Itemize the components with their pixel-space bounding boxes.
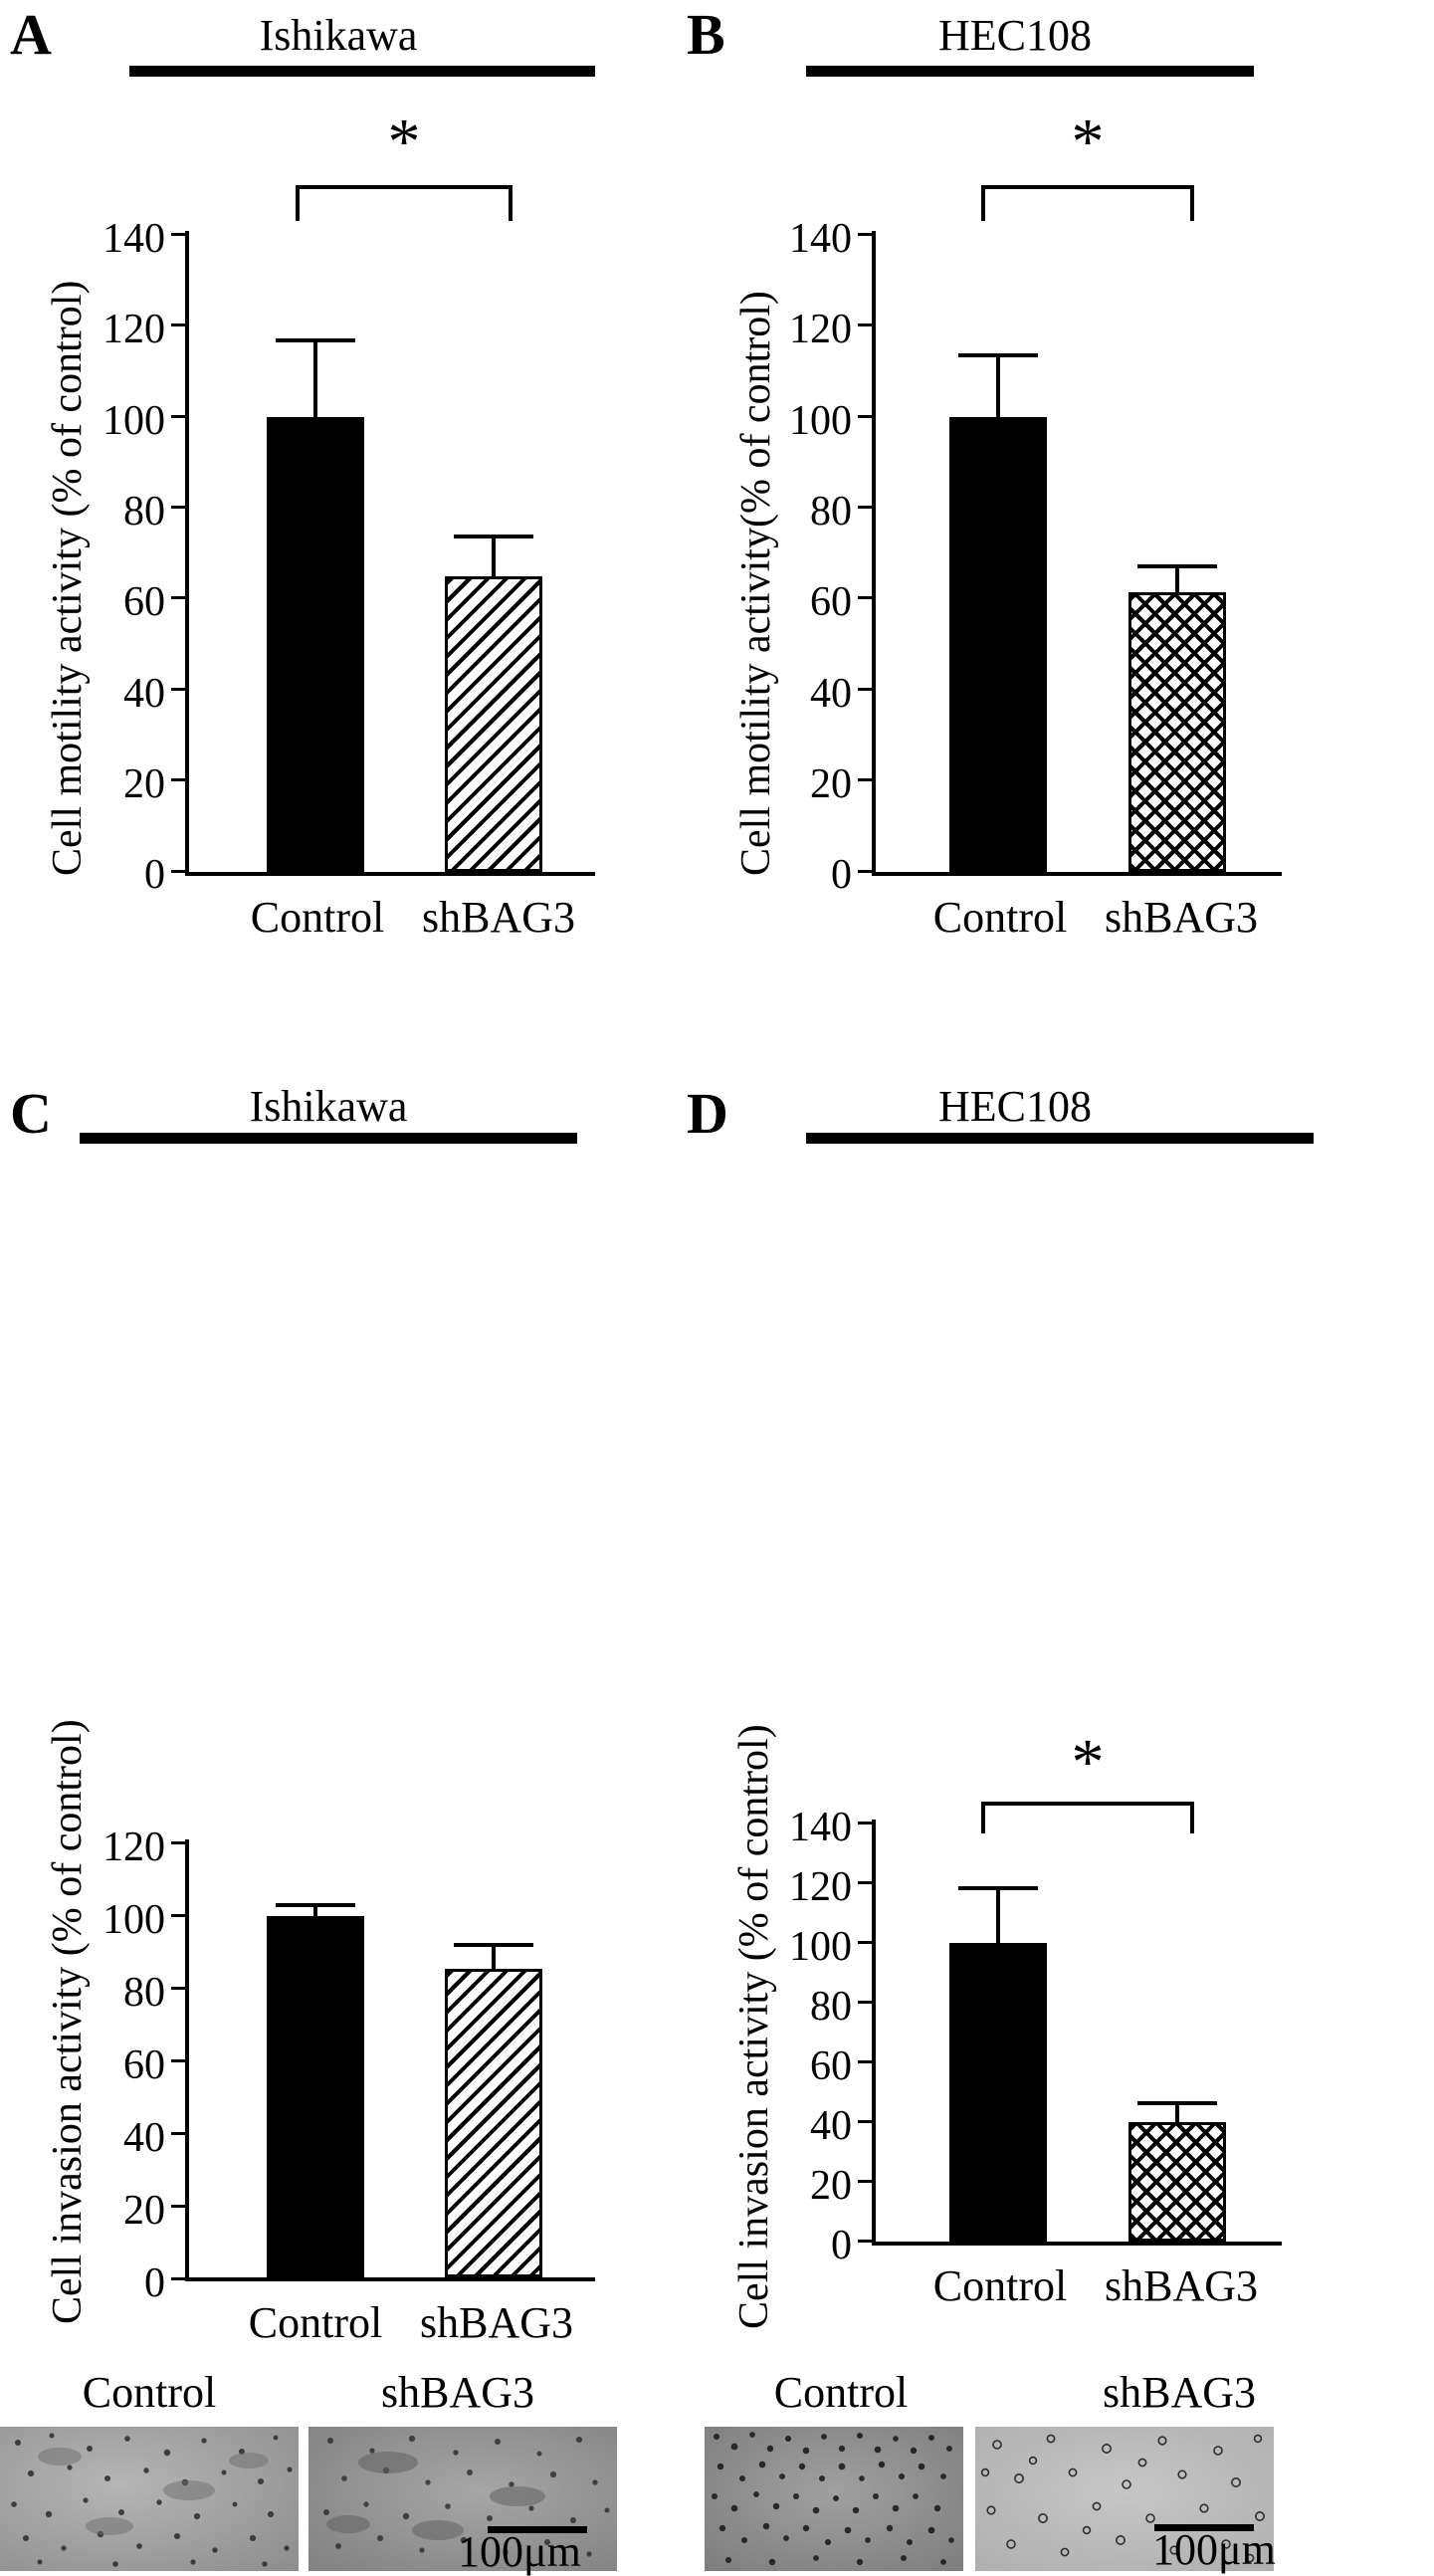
micrograph-label-left-shbag3: shBAG3 bbox=[380, 2368, 535, 2417]
panel-c-ytick-100: 100 bbox=[102, 1897, 165, 1943]
panel-d-ytick-120: 120 bbox=[789, 1864, 852, 1910]
panel-d-ytick-140: 140 bbox=[789, 1805, 852, 1850]
panel-b-tick-40 bbox=[858, 688, 872, 691]
panel-c-ytick-80: 80 bbox=[123, 1970, 165, 2016]
panel-a-significance-star: * bbox=[387, 106, 421, 178]
panel-b-ytick-120: 120 bbox=[789, 307, 852, 352]
scale-label-right: 100μm bbox=[1152, 2525, 1276, 2574]
panel-c-xtick-shbag3: shBAG3 bbox=[419, 2298, 574, 2347]
panel-a-ytick-100: 100 bbox=[102, 398, 165, 444]
panel-a-ytick-20: 20 bbox=[123, 761, 165, 807]
panel-a-bar-control bbox=[267, 417, 364, 872]
panel-b-tick-60 bbox=[858, 596, 872, 599]
panel-d-letter: D bbox=[687, 1081, 728, 1146]
panel-c-bar-shbag3 bbox=[445, 1969, 542, 2277]
panel-b-ytick-140: 140 bbox=[789, 216, 852, 262]
panel-d bbox=[687, 1065, 1434, 2574]
panel-d-tick-120 bbox=[858, 1881, 872, 1884]
panel-c-y-axis-label: Cell invasion activity (% of control) bbox=[45, 1719, 91, 2324]
panel-a-ytick-80: 80 bbox=[123, 489, 165, 535]
panel-d-significance-star: * bbox=[1071, 1726, 1105, 1799]
panel-b-errorbar-shbag3 bbox=[1137, 564, 1217, 594]
panel-a-tick-40 bbox=[171, 688, 185, 691]
panel-b-ytick-0: 0 bbox=[831, 852, 852, 898]
panel-d-tick-100 bbox=[858, 1941, 872, 1944]
panel-d-ytick-60: 60 bbox=[810, 2043, 852, 2089]
panel-d-errorbar-control bbox=[958, 1886, 1038, 1943]
panel-c-tick-120 bbox=[171, 1841, 185, 1844]
panel-c-xtick-control: Control bbox=[248, 2298, 383, 2347]
panel-b-tick-80 bbox=[858, 506, 872, 509]
panel-d-errorbar-shbag3 bbox=[1137, 2101, 1217, 2123]
panel-a-ytick-60: 60 bbox=[123, 579, 165, 625]
panel-b-ytick-60: 60 bbox=[810, 579, 852, 625]
panel-d-tick-140 bbox=[858, 1822, 872, 1825]
panel-b-ytick-40: 40 bbox=[810, 671, 852, 717]
panel-c-tick-100 bbox=[171, 1914, 185, 1917]
panel-b-significance-bracket bbox=[981, 185, 1194, 221]
panel-d-x-axis-line bbox=[872, 2242, 1282, 2246]
panel-c-bar-control bbox=[267, 1916, 364, 2277]
panel-a-title: Ishikawa bbox=[259, 11, 418, 60]
panel-d-y-axis-line bbox=[872, 1820, 876, 2246]
panel-c-errorbar-control bbox=[276, 1903, 355, 1917]
panel-c-tick-60 bbox=[171, 2059, 185, 2062]
panel-a-ytick-0: 0 bbox=[144, 852, 165, 898]
micrograph-label-right-control: Control bbox=[773, 2368, 909, 2417]
panel-a-tick-120 bbox=[171, 323, 185, 326]
panel-b-letter: B bbox=[687, 2, 725, 67]
panel-b-xtick-control: Control bbox=[932, 893, 1068, 942]
panel-d-bar-control bbox=[949, 1943, 1047, 2242]
panel-b-tick-140 bbox=[858, 233, 872, 236]
panel-c-ytick-40: 40 bbox=[123, 2115, 165, 2161]
panel-c bbox=[0, 1065, 687, 2576]
panel-b-y-axis-line bbox=[872, 231, 876, 876]
panel-c-tick-80 bbox=[171, 1987, 185, 1990]
panel-a-tick-80 bbox=[171, 506, 185, 509]
panel-a-xtick-shbag3: shBAG3 bbox=[421, 893, 576, 942]
panel-c-title: Ishikawa bbox=[249, 1082, 408, 1131]
panel-d-tick-20 bbox=[858, 2180, 872, 2183]
panel-a-tick-60 bbox=[171, 596, 185, 599]
panel-d-xtick-control: Control bbox=[932, 2261, 1068, 2310]
panel-a-tick-100 bbox=[171, 415, 185, 418]
panel-d-y-axis-label: Cell invasion activity (% of control) bbox=[731, 1724, 777, 2329]
panel-a-bar-shbag3 bbox=[445, 576, 542, 872]
panel-c-ytick-0: 0 bbox=[144, 2260, 165, 2306]
panel-a-errorbar-shbag3 bbox=[454, 535, 533, 578]
panel-a-ytick-40: 40 bbox=[123, 671, 165, 717]
panel-a-tick-140 bbox=[171, 233, 185, 236]
panel-c-x-axis-line bbox=[185, 2277, 595, 2281]
panel-c-ytick-60: 60 bbox=[123, 2042, 165, 2088]
panel-a bbox=[0, 0, 687, 995]
panel-d-title: HEC108 bbox=[938, 1082, 1092, 1131]
panel-d-tick-60 bbox=[858, 2060, 872, 2063]
panel-c-letter: C bbox=[10, 1081, 52, 1146]
micrograph-label-right-shbag3: shBAG3 bbox=[1102, 2368, 1257, 2417]
panel-b-significance-star: * bbox=[1071, 106, 1105, 178]
panel-b-bar-shbag3 bbox=[1128, 592, 1226, 872]
panel-d-tick-40 bbox=[858, 2120, 872, 2123]
panel-b-tick-100 bbox=[858, 415, 872, 418]
panel-b-title-rule bbox=[806, 66, 1254, 77]
panel-d-significance-bracket bbox=[981, 1802, 1194, 1833]
micrograph-right-control bbox=[705, 2427, 963, 2571]
panel-a-significance-bracket bbox=[296, 185, 512, 221]
panel-b-bar-control bbox=[949, 417, 1047, 872]
panel-d-tick-80 bbox=[858, 2001, 872, 2004]
panel-d-ytick-0: 0 bbox=[831, 2223, 852, 2268]
panel-b-ytick-20: 20 bbox=[810, 761, 852, 807]
panel-c-y-axis-line bbox=[185, 1839, 189, 2281]
panel-d-ytick-80: 80 bbox=[810, 1984, 852, 2030]
panel-b-tick-20 bbox=[858, 778, 872, 781]
panel-c-tick-20 bbox=[171, 2205, 185, 2208]
panel-b-title: HEC108 bbox=[938, 11, 1092, 60]
panel-a-x-axis-line bbox=[185, 872, 595, 876]
panel-d-ytick-20: 20 bbox=[810, 2163, 852, 2209]
panel-b-tick-120 bbox=[858, 323, 872, 326]
panel-b-xtick-shbag3: shBAG3 bbox=[1104, 893, 1259, 942]
panel-a-tick-0 bbox=[171, 870, 185, 873]
micrograph-left-control bbox=[0, 2427, 299, 2571]
panel-c-tick-40 bbox=[171, 2132, 185, 2135]
panel-c-title-rule bbox=[80, 1133, 577, 1144]
panel-d-xtick-shbag3: shBAG3 bbox=[1104, 2261, 1259, 2310]
panel-a-y-axis-line bbox=[185, 231, 189, 876]
panel-d-tick-0 bbox=[858, 2240, 872, 2243]
panel-a-ytick-120: 120 bbox=[102, 307, 165, 352]
panel-b-x-axis-line bbox=[872, 872, 1282, 876]
panel-c-errorbar-shbag3 bbox=[454, 1943, 533, 1970]
panel-c-ytick-120: 120 bbox=[102, 1825, 165, 1870]
panel-b-y-axis-label: Cell motility activity(% of control) bbox=[733, 291, 779, 876]
panel-d-title-rule bbox=[806, 1133, 1314, 1144]
micrograph-label-left-control: Control bbox=[82, 2368, 217, 2417]
panel-c-tick-0 bbox=[171, 2277, 185, 2280]
panel-b bbox=[687, 0, 1434, 995]
panel-b-ytick-80: 80 bbox=[810, 489, 852, 535]
panel-a-errorbar-control bbox=[276, 338, 355, 418]
scale-label-left: 100μm bbox=[458, 2527, 581, 2576]
panel-a-y-axis-label: Cell motility activity (% of control) bbox=[45, 280, 91, 876]
panel-c-ytick-20: 20 bbox=[123, 2188, 165, 2234]
panel-a-ytick-140: 140 bbox=[102, 216, 165, 262]
panel-a-letter: A bbox=[10, 2, 52, 67]
panel-b-ytick-100: 100 bbox=[789, 398, 852, 444]
panel-a-title-rule bbox=[129, 66, 595, 77]
panel-b-errorbar-control bbox=[958, 353, 1038, 417]
panel-d-ytick-40: 40 bbox=[810, 2103, 852, 2149]
panel-b-tick-0 bbox=[858, 870, 872, 873]
panel-d-ytick-100: 100 bbox=[789, 1924, 852, 1970]
panel-a-tick-20 bbox=[171, 778, 185, 781]
panel-d-bar-shbag3 bbox=[1128, 2122, 1226, 2242]
panel-a-xtick-control: Control bbox=[250, 893, 385, 942]
